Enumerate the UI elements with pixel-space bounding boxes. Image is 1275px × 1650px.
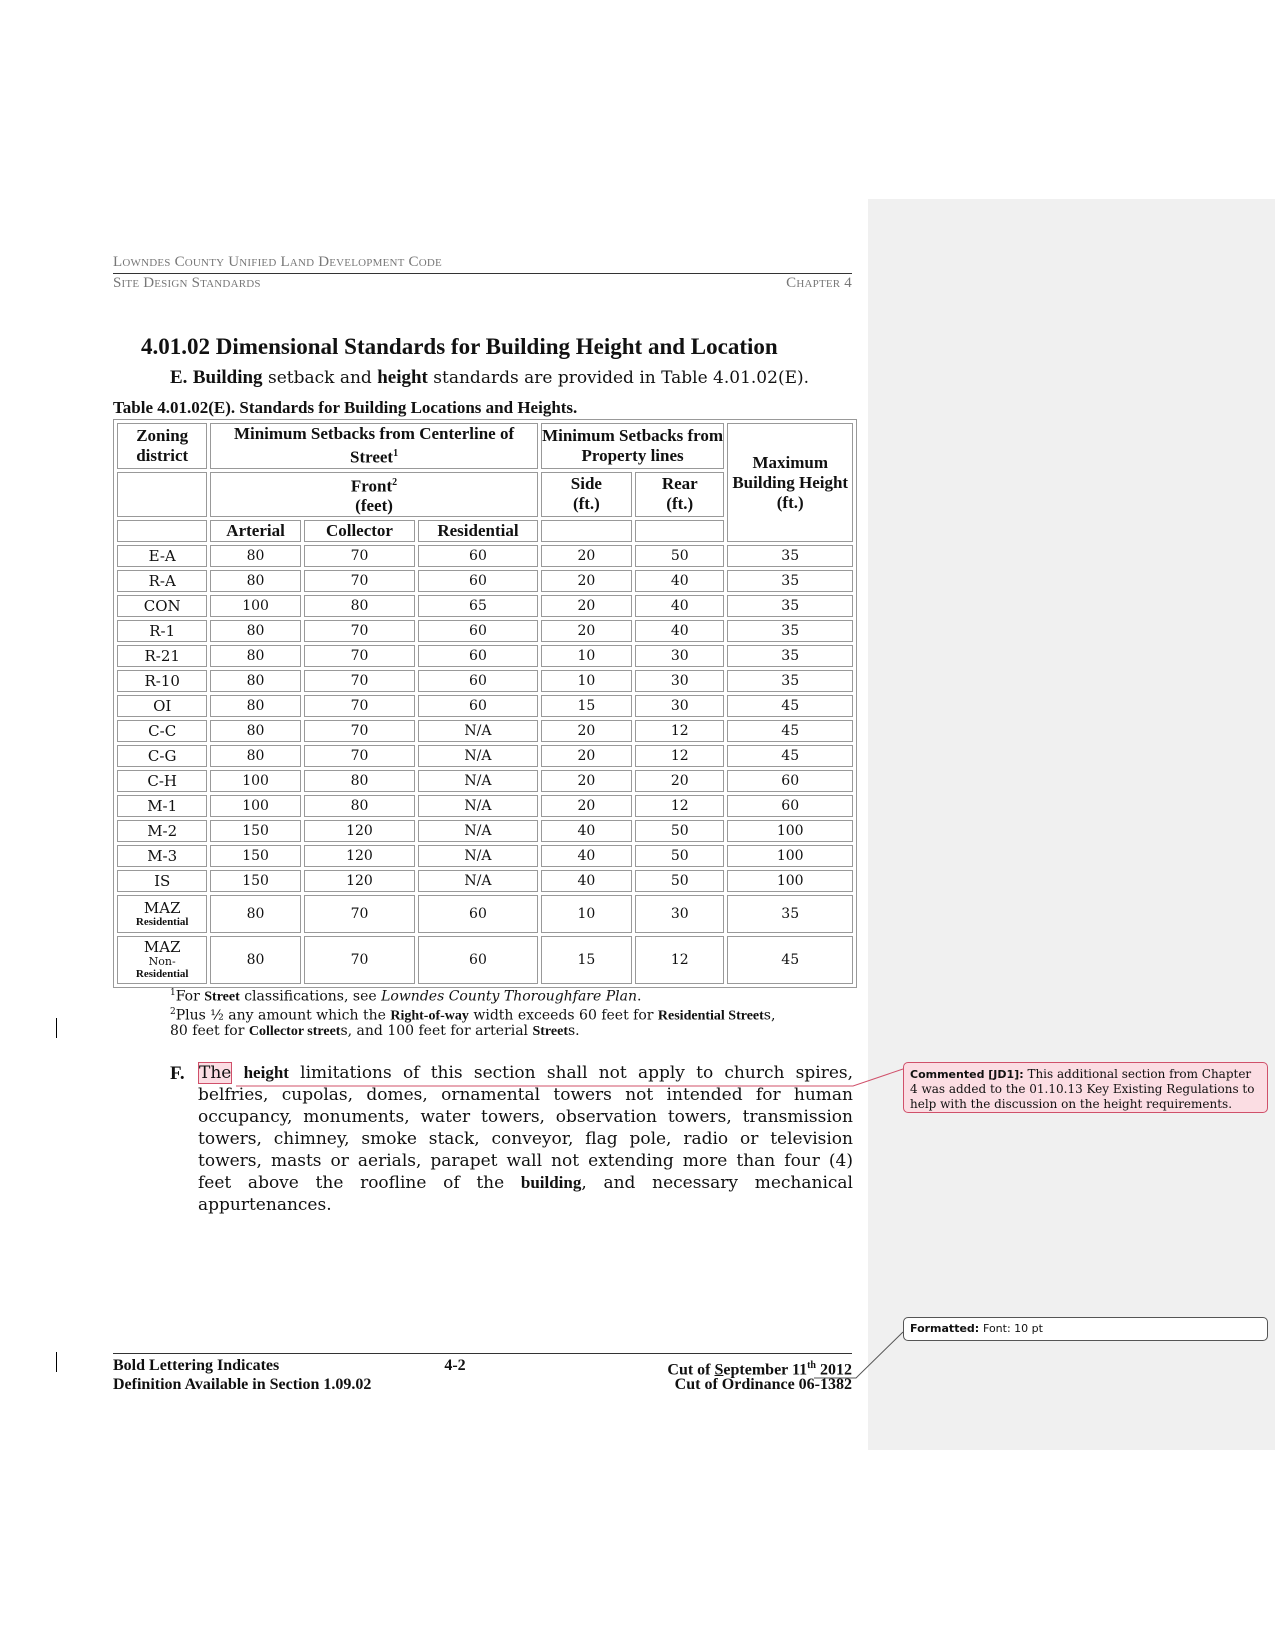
cell-rear: 40 [635,570,724,592]
formatted-label: Formatted: [910,1322,980,1335]
cell-height: 35 [727,620,853,642]
cell-height: 45 [727,936,853,984]
formatted-text: Font: 10 pt [983,1322,1043,1335]
cell-zone: OI [117,695,207,717]
header-rule [113,273,852,274]
cell-residential: 60 [418,545,538,567]
table-body [117,545,853,984]
header-empty-rear [635,520,724,542]
cell-collector: 70 [304,670,415,692]
cell-rear: 40 [635,595,724,617]
table-row-maz [117,936,853,984]
cell-height: 100 [727,845,853,867]
cell-side: 20 [541,595,632,617]
cell-collector: 120 [304,870,415,892]
cell-rear: 50 [635,545,724,567]
item-f-letter: F. [170,1063,185,1084]
running-header-subtitle: Site Design Standards [113,275,261,291]
cell-rear: 40 [635,620,724,642]
cell-arterial: 150 [210,870,300,892]
footer-left-line2: Definition Available in Section 1.09.02 [113,1376,372,1393]
cell-height: 35 [727,895,853,933]
table-row-maz [117,895,853,933]
cell-zone: IS [117,870,207,892]
footnote-1: $^1$For Street classifications, see Lowndes County Thoroughfare Plan. [170,988,642,1005]
table-row [117,820,853,842]
footer-left-line1: Bold Lettering Indicates [113,1357,280,1374]
cell-arterial: 80 [210,895,300,933]
cell-height: 35 [727,595,853,617]
cell-rear: 30 [635,695,724,717]
cell-side: 20 [541,620,632,642]
cell-zone: R-10 [117,670,207,692]
comment-text: This additional section from Chapter 4 was added to the 01.10.13 Key Existing Regulations to help with the discussion on the height requirements. [910,1067,1255,1111]
table-row [117,695,853,717]
cell-arterial: 80 [210,545,300,567]
cell-rear: 50 [635,870,724,892]
table-row [117,720,853,742]
cell-zone: CON [117,595,207,617]
cell-arterial: 150 [210,845,300,867]
comment-label: Commented [JD1]: [910,1068,1024,1081]
cell-rear: 50 [635,820,724,842]
cell-zone: E-A [117,545,207,567]
cell-residential: 60 [418,936,538,984]
cell-height: 45 [727,720,853,742]
footer-rule [113,1353,852,1354]
cell-side: 15 [541,695,632,717]
cell-arterial: 80 [210,720,300,742]
cell-arterial: 80 [210,695,300,717]
cell-residential: N/A [418,770,538,792]
cell-rear: 20 [635,770,724,792]
cell-zone: M-1 [117,795,207,817]
page-number: 4-2 [444,1357,466,1374]
table-row [117,745,853,767]
term-building-f: building [520,1173,582,1192]
header-empty-zone-2 [117,520,207,542]
header-collector: Collector [304,520,415,542]
cell-arterial: 80 [210,620,300,642]
cell-zone: M-3 [117,845,207,867]
header-residential: Residential [418,520,538,542]
cell-rear: 50 [635,845,724,867]
cell-residential: N/A [418,745,538,767]
cell-arterial: 80 [210,570,300,592]
cell-rear: 12 [635,795,724,817]
table-row [117,870,853,892]
cell-zone-maz: MAZ Non- Residential [117,936,207,984]
cell-arterial: 80 [210,936,300,984]
running-header-chapter: Chapter 4 [786,275,852,291]
cell-side: 20 [541,720,632,742]
cell-rear: 12 [635,720,724,742]
header-min-setbacks-centerline: Minimum Setbacks from Centerline of Street$^1$ [210,423,537,469]
cell-side: 10 [541,645,632,667]
cell-side: 10 [541,895,632,933]
cell-residential: N/A [418,845,538,867]
cell-residential: 60 [418,695,538,717]
cell-collector: 120 [304,820,415,842]
cell-rear: 30 [635,645,724,667]
cell-collector: 120 [304,845,415,867]
comment-bubble-jd1[interactable] [903,1062,1268,1113]
cell-side: 15 [541,936,632,984]
cell-side: 40 [541,820,632,842]
cell-arterial: 100 [210,595,300,617]
section-heading: 4.01.02 Dimensional Standards for Building Height and Location [141,334,778,359]
cell-residential: N/A [418,795,538,817]
cell-residential: 60 [418,620,538,642]
cell-zone: M-2 [117,820,207,842]
cell-side: 20 [541,770,632,792]
revision-bar-footer [56,1352,57,1372]
table-row [117,670,853,692]
cell-height: 35 [727,670,853,692]
item-e-letter: E. [170,367,188,388]
cell-collector: 70 [304,645,415,667]
cell-collector: 70 [304,895,415,933]
cell-collector: 70 [304,695,415,717]
cell-height: 100 [727,870,853,892]
cell-height: 60 [727,795,853,817]
cell-height: 35 [727,645,853,667]
footnote-2: $^2$Plus ½ any amount which the Right-of-way width exceeds 60 feet for Residential Streets, [170,1007,776,1024]
cell-side: 40 [541,870,632,892]
term-building: Building [192,367,263,388]
footer-right-line1: Cut of September 11th 2012 [667,1360,852,1379]
comment-anchor[interactable]: The [199,1063,232,1083]
cell-zone: C-H [117,770,207,792]
cell-height: 100 [727,820,853,842]
cell-arterial: 100 [210,795,300,817]
cell-zone-maz: MAZ Residential [117,895,207,933]
cell-residential: N/A [418,870,538,892]
header-empty-zone [117,472,207,518]
revision-bar-footnote [56,1018,57,1038]
table-row [117,770,853,792]
cell-arterial: 80 [210,745,300,767]
header-side: Side (ft.) [541,472,632,518]
cell-residential: 60 [418,895,538,933]
cell-collector: 70 [304,545,415,567]
footnote-2-continued: 80 feet for Collector streets, and 100 feet for arterial Streets. [170,1023,580,1039]
cell-side: 10 [541,670,632,692]
cell-height: 35 [727,570,853,592]
comment-bubble-formatted[interactable] [903,1317,1268,1341]
cell-height: 45 [727,745,853,767]
comment-pane [868,199,1275,1450]
cell-height: 45 [727,695,853,717]
cell-zone: C-G [117,745,207,767]
cell-arterial: 80 [210,670,300,692]
cell-rear: 30 [635,670,724,692]
header-max-building-height: Maximum Building Height (ft.) [727,423,853,542]
term-height-f: height [243,1063,289,1082]
cell-arterial: 150 [210,820,300,842]
table-row [117,845,853,867]
cell-height: 35 [727,545,853,567]
cell-arterial: 100 [210,770,300,792]
cell-rear: 12 [635,936,724,984]
header-front: Front$^2$ (feet) [210,472,537,518]
item-e-paragraph [170,367,809,389]
cell-collector: 80 [304,795,415,817]
cell-arterial: 80 [210,645,300,667]
cell-residential: 60 [418,570,538,592]
item-e-text: setback and [262,368,378,388]
table-row [117,570,853,592]
cell-residential: N/A [418,820,538,842]
cell-side: 20 [541,745,632,767]
term-height: height [377,367,428,388]
footer-right-line2: Cut of Ordinance 06-1382 [674,1376,852,1393]
cell-rear: 12 [635,745,724,767]
table-row [117,545,853,567]
table-row [117,595,853,617]
header-rear: Rear (ft.) [635,472,724,518]
cell-collector: 70 [304,936,415,984]
cell-collector: 70 [304,570,415,592]
table-caption: Table 4.01.02(E). Standards for Building Locations and Heights. [113,398,578,417]
header-min-setbacks-property: Minimum Setbacks from Property lines [541,423,725,469]
cell-residential: 60 [418,645,538,667]
cell-collector: 80 [304,595,415,617]
cell-zone: R-A [117,570,207,592]
table-row [117,645,853,667]
cell-side: 40 [541,845,632,867]
cell-collector: 70 [304,620,415,642]
header-empty-side [541,520,632,542]
running-header-title: Lowndes County Unified Land Development Code [113,254,442,270]
table-row [117,795,853,817]
cell-rear: 30 [635,895,724,933]
standards-table [113,419,857,988]
cell-height: 60 [727,770,853,792]
cell-side: 20 [541,545,632,567]
table-row [117,620,853,642]
header-arterial: Arterial [210,520,300,542]
cell-residential: 65 [418,595,538,617]
cell-collector: 70 [304,720,415,742]
cell-collector: 70 [304,745,415,767]
cell-residential: N/A [418,720,538,742]
cell-residential: 60 [418,670,538,692]
cell-zone: R-1 [117,620,207,642]
cell-side: 20 [541,570,632,592]
cell-collector: 80 [304,770,415,792]
item-f-paragraph: The height limitations of this section shall not apply to church spires, belfries, cupolas, domes, ornamental towers not intended for human occupancy, monuments, water towers, observation towers, transmission towers, chimney, smoke stack, conveyor, flag pole, radio or television towers, masts or aerials, parapet wall not extending more than four (4) feet above the roofline of the building, and necessary mechanical appurtenances. [198,1063,854,1215]
cell-zone: R-21 [117,645,207,667]
item-e-text-end: standards are provided in Table 4.01.02(E). [427,368,810,388]
header-zoning-district: Zoning district [117,423,207,469]
cell-side: 20 [541,795,632,817]
cell-zone: C-C [117,720,207,742]
